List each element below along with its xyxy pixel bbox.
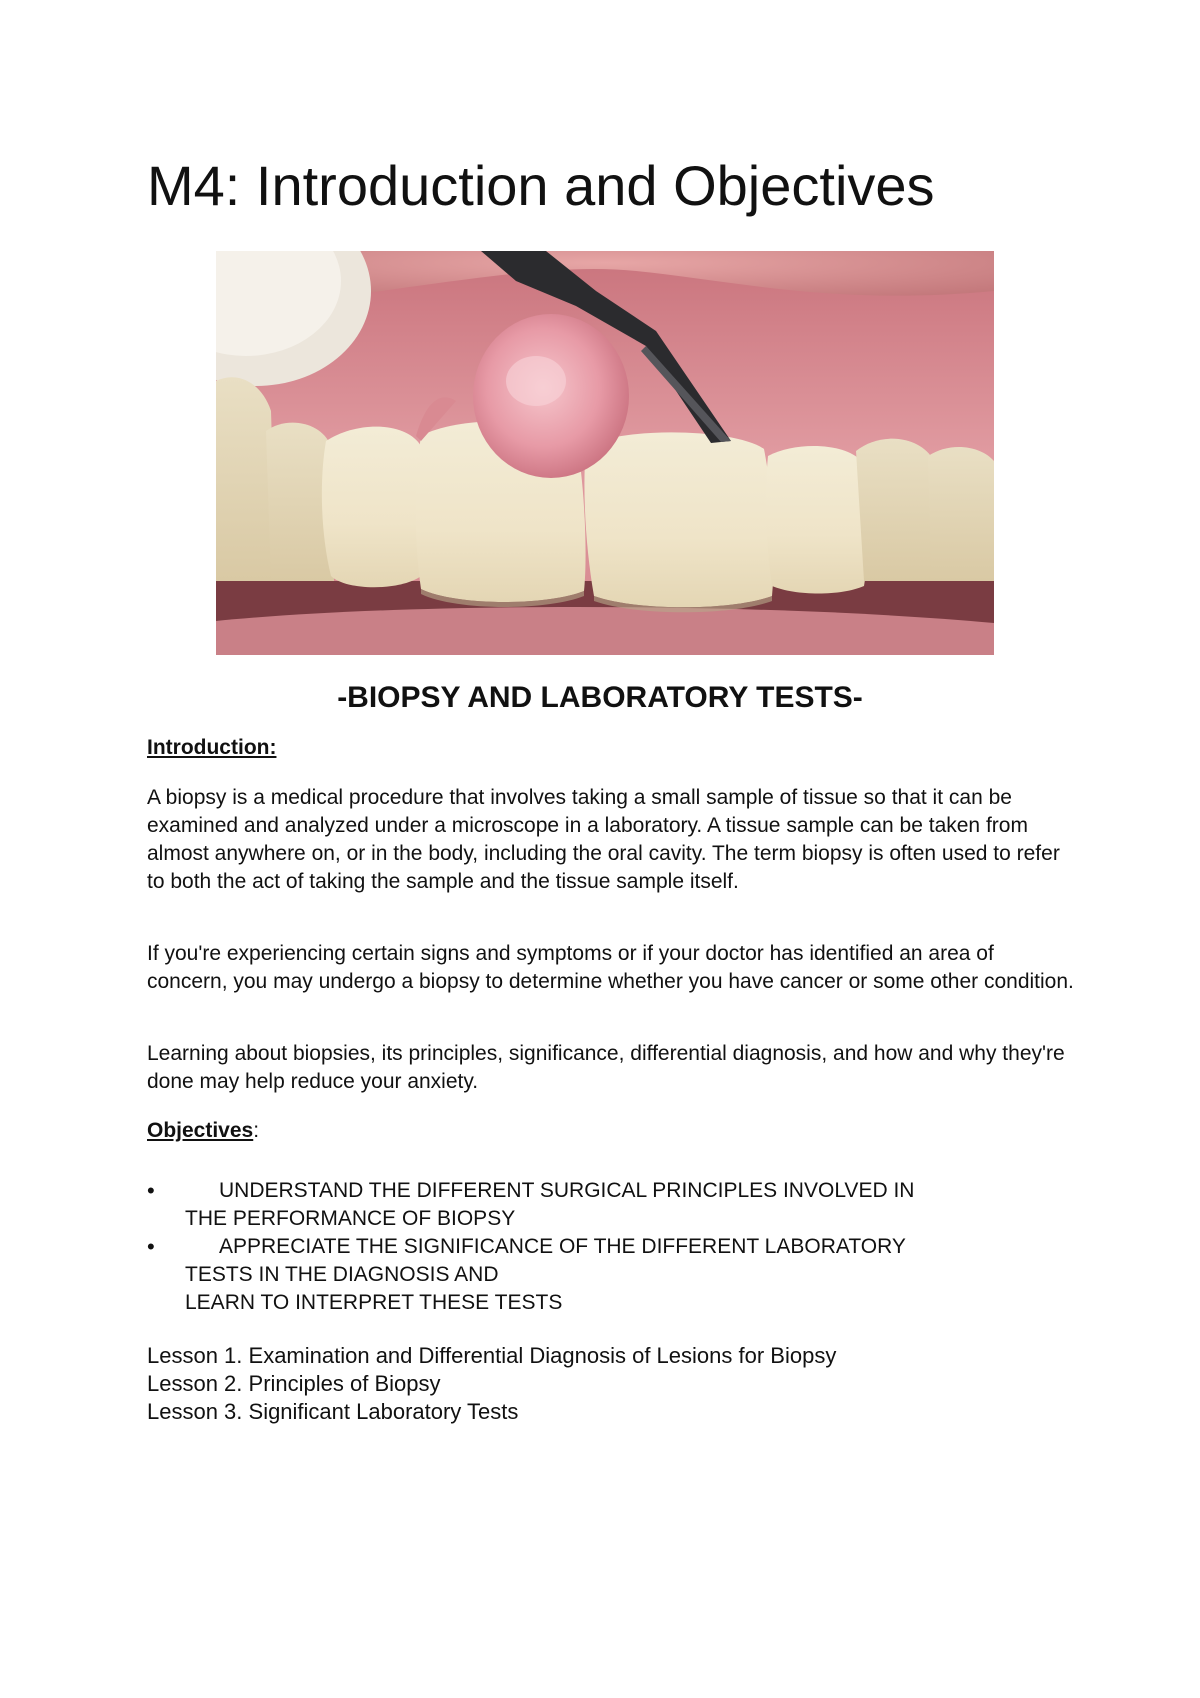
objectives-heading [147, 1117, 259, 1145]
introduction-label: Introduction: [147, 736, 277, 759]
bullet-icon: • [147, 1234, 155, 1259]
lesson-item: Lesson 3. Significant Laboratory Tests [147, 1399, 519, 1424]
objective-line: THE PERFORMANCE OF BIOPSY [185, 1207, 516, 1230]
objectives-label: Objectives [147, 1119, 254, 1142]
objectives-label-suffix: : [253, 1119, 260, 1142]
objective-line: LEARN TO INTERPRET THESE TESTS [185, 1291, 563, 1314]
objective-item [147, 1233, 1077, 1317]
objectives-list [147, 1177, 1077, 1317]
document-subtitle: -BIOPSY AND LABORATORY TESTS- [337, 681, 863, 714]
introduction-paragraph-1: A biopsy is a medical procedure that involves taking a small sample of tissue so that it can be examined and analyzed under a microscope in a laboratory. A tissue sample can be taken from almost anywhere on, or in the body, including the oral cavity. The term biopsy is often used to refer to both the act of taking the sample and the tissue sample itself. [147, 786, 1060, 893]
page-title: M4: Introduction and Objectives [147, 154, 935, 217]
bullet-icon: • [147, 1178, 155, 1203]
objective-line: UNDERSTAND THE DIFFERENT SURGICAL PRINCIPLES INVOLVED IN [219, 1179, 915, 1202]
objective-line: APPRECIATE THE SIGNIFICANCE OF THE DIFFERENT LABORATORY [219, 1235, 906, 1258]
lesson-item: Lesson 1. Examination and Differential Diagnosis of Lesions for Biopsy [147, 1343, 837, 1368]
objective-item [147, 1177, 1077, 1233]
lesson-list [147, 1342, 836, 1426]
introduction-heading [147, 734, 276, 762]
lesson-item: Lesson 2. Principles of Biopsy [147, 1371, 441, 1396]
introduction-paragraph-3: Learning about biopsies, its principles, significance, differential diagnosis, and how and why they're done may help reduce your anxiety. [147, 1042, 1065, 1093]
dental-gingival-lesion-photo-icon [216, 251, 994, 655]
objective-line: TESTS IN THE DIAGNOSIS AND [185, 1263, 499, 1286]
introduction-paragraph-2: If you're experiencing certain signs and symptoms or if your doctor has identified an area of concern, you may undergo a biopsy to determine whether you have cancer or some other condition. [147, 942, 1074, 993]
